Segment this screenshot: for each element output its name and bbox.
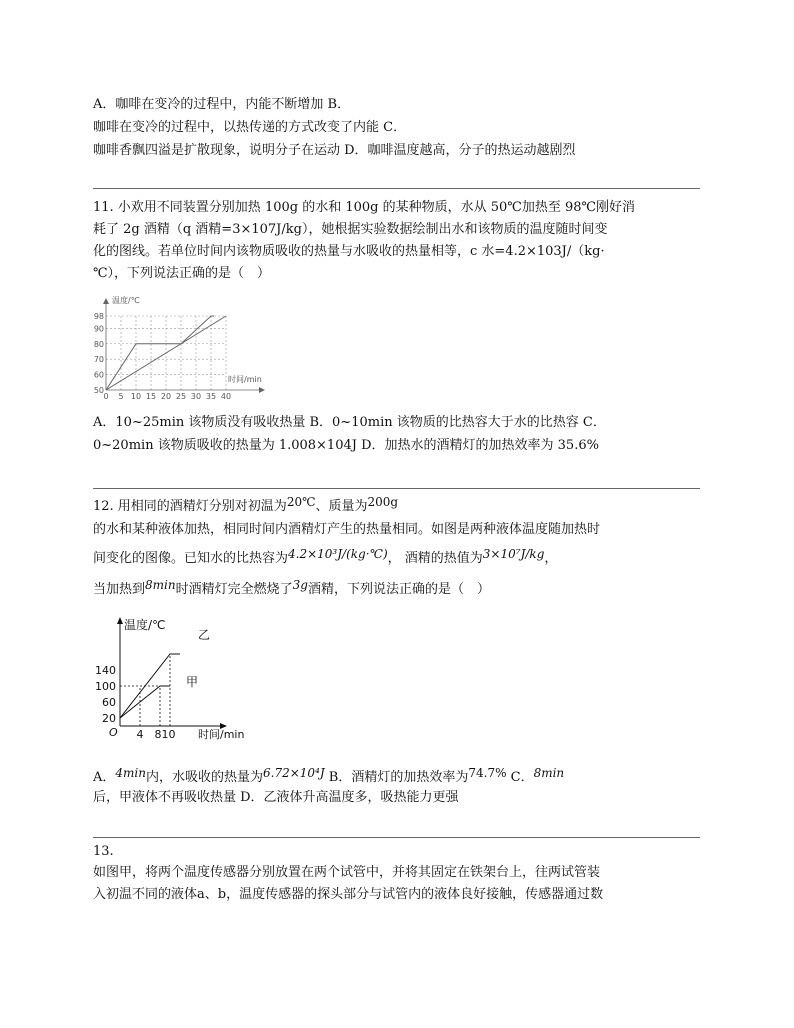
q12-y-axis-label: 温度/℃ <box>124 618 166 632</box>
q10-option-line-3: 咖啡香飘四溢是扩散现象，说明分子在运动 D．咖啡温度越高，分子的热运动越剧烈 <box>93 143 576 158</box>
q11-y-tick-label: 90 <box>93 324 104 334</box>
q12-option-line-1 <box>93 768 564 787</box>
q11-x-tick-label: 20 <box>160 392 172 401</box>
q11-x-tick-label: 35 <box>205 392 217 401</box>
q11-y-axis-label: 温度/℃ <box>112 296 140 305</box>
q12-series-b-label: 乙 <box>198 628 211 642</box>
q12-math-mass: 200g <box>367 495 399 509</box>
q11-option-line-2: 0~20min 该物质吸收的热量为 1.008×104J D．加热水的酒精灯的加热效率为 35.6% <box>93 438 599 453</box>
q12-text-3b: ， 酒精的热值为 <box>387 551 483 566</box>
q12-text-3a: 间变化的图像。已知水的比热容为 <box>93 551 289 566</box>
q12-opt-1d: C． <box>506 770 534 785</box>
separator-q12 <box>93 488 700 489</box>
q12-y-tick-label: 140 <box>95 664 116 677</box>
q11-x-tick-label: 5 <box>118 392 124 401</box>
q11-water-line <box>106 316 226 390</box>
q11-x-tick-label: 40 <box>220 392 232 401</box>
q12-y-tick-label: 100 <box>95 680 116 693</box>
q11-x-axis-label: 时间/min <box>228 375 262 384</box>
q11-y-tick-label: 98 <box>93 312 104 321</box>
q11-y-arrow <box>103 298 109 304</box>
q12-opt-1a: A． <box>93 770 116 785</box>
q12-y-tick-label: 20 <box>102 712 116 725</box>
q12-opt-1c: B．酒精灯的加热效率为 <box>324 770 469 785</box>
q12-text-3c: ， <box>544 551 558 566</box>
q12-math-time: 8min <box>145 578 176 592</box>
q11-stem-line-3: 化的图线。若单位时间内该物质吸收的热量与水吸收的热量相等，c 水=4.2×103J/（kg· <box>93 244 605 259</box>
q12-x-tick-label: 810 <box>154 728 176 741</box>
q12-opt-math-3: 74.7% <box>468 766 507 780</box>
q12-math-alcohol: 3g <box>292 578 308 592</box>
q11-x-arrow <box>259 387 265 393</box>
q12-opt-math-2: 6.72×10⁴J <box>263 766 325 780</box>
q12-stem-line-4 <box>93 580 490 599</box>
q13-number: 13. <box>93 844 114 859</box>
q11-substance-line <box>106 316 214 390</box>
q12-x-tick-label: 4 <box>136 728 144 741</box>
q10-option-line-2: 咖啡在变冷的过程中，以热传递的方式改变了内能 C． <box>93 120 407 135</box>
q12-series-a-label: 甲 <box>186 675 199 689</box>
q11-stem-line-2: 耗了 2g 酒精（q 酒精=3×107J/kg），她根据实验数据绘制出水和该物质的温度随时间变 <box>93 222 608 237</box>
q12-chart <box>92 612 262 744</box>
q12-stem-line-3 <box>93 549 557 568</box>
q12-x-axis-label: 时间/min <box>198 728 245 741</box>
q11-x-tick-label: 15 <box>145 392 157 401</box>
q12-text-4c: 酒精，下列说法正确的是（ ） <box>307 582 490 597</box>
q11-stem-line-1: 11. 小欢用不同装置分别加热 100g 的水和 100g 的某种物质，水从 50℃加热至 98℃刚好消 <box>93 200 636 215</box>
q10-option-line-1: A．咖啡在变冷的过程中，内能不断增加 B． <box>93 97 351 112</box>
q12-text-4b: 时酒精灯完全燃烧了 <box>175 582 293 597</box>
q11-stem-line-4: ℃），下列说法正确的是（ ） <box>93 266 271 281</box>
separator-q11 <box>93 188 700 189</box>
q11-y-tick-label: 70 <box>93 355 104 365</box>
q12-math-specific-heat: 4.2×10³J/(kg·℃) <box>288 547 388 561</box>
q12-origin-label: O <box>109 726 118 739</box>
q12-y-tick-label: 60 <box>102 696 116 709</box>
q11-x-tick-label: 30 <box>190 392 202 401</box>
q12-series-a-line <box>120 686 170 718</box>
q12-opt-1b: 内，水吸收的热量为 <box>145 770 263 785</box>
q12-opt-math-1: 4min <box>115 766 146 780</box>
q11-option-line-1: A．10~25min 该物质没有吸收热量 B．0~10min 该物质的比热容大于水的比热容 C． <box>93 415 606 430</box>
q11-x-tick-label: 25 <box>175 392 187 401</box>
q11-x-tick-label: 10 <box>130 392 142 401</box>
q12-option-line-2: 后，甲液体不再吸收热量 D．乙液体升高温度多，吸热能力更强 <box>93 790 459 805</box>
separator-q13 <box>93 837 700 838</box>
q12-text-4a: 当加热到 <box>93 582 146 597</box>
q12-stem-line-2: 的水和某种液体加热，相同时间内酒精灯产生的热量相同。如图是两种液体温度随加热时 <box>93 522 601 537</box>
q12-y-arrow <box>117 617 123 624</box>
q12-stem-line-1 <box>93 497 398 516</box>
q13-stem-line-1: 如图甲，将两个温度传感器分别放置在两个试管中，并将其固定在铁架台上，往两试管装 <box>93 865 601 880</box>
q11-x-tick-label: 0 <box>103 392 109 401</box>
q12-opt-math-4: 8min <box>533 766 565 780</box>
q12-math-heat-value: 3×10⁷J/kg <box>482 547 545 561</box>
q12-text-1a: 12. 用相同的酒精灯分别对初温为 <box>93 499 287 514</box>
q11-y-tick-label: 80 <box>93 339 104 349</box>
q12-text-1b: 、质量为 <box>315 499 368 514</box>
q11-y-tick-label: 60 <box>93 370 104 380</box>
q13-stem-line-2: 入初温不同的液体a、b，温度传感器的探头部分与试管内的液体良好接触，传感器通过数 <box>93 887 604 902</box>
q11-chart <box>88 292 278 404</box>
q11-y-tick-label: 50 <box>93 386 104 395</box>
q12-math-temp: 20℃ <box>286 495 316 509</box>
